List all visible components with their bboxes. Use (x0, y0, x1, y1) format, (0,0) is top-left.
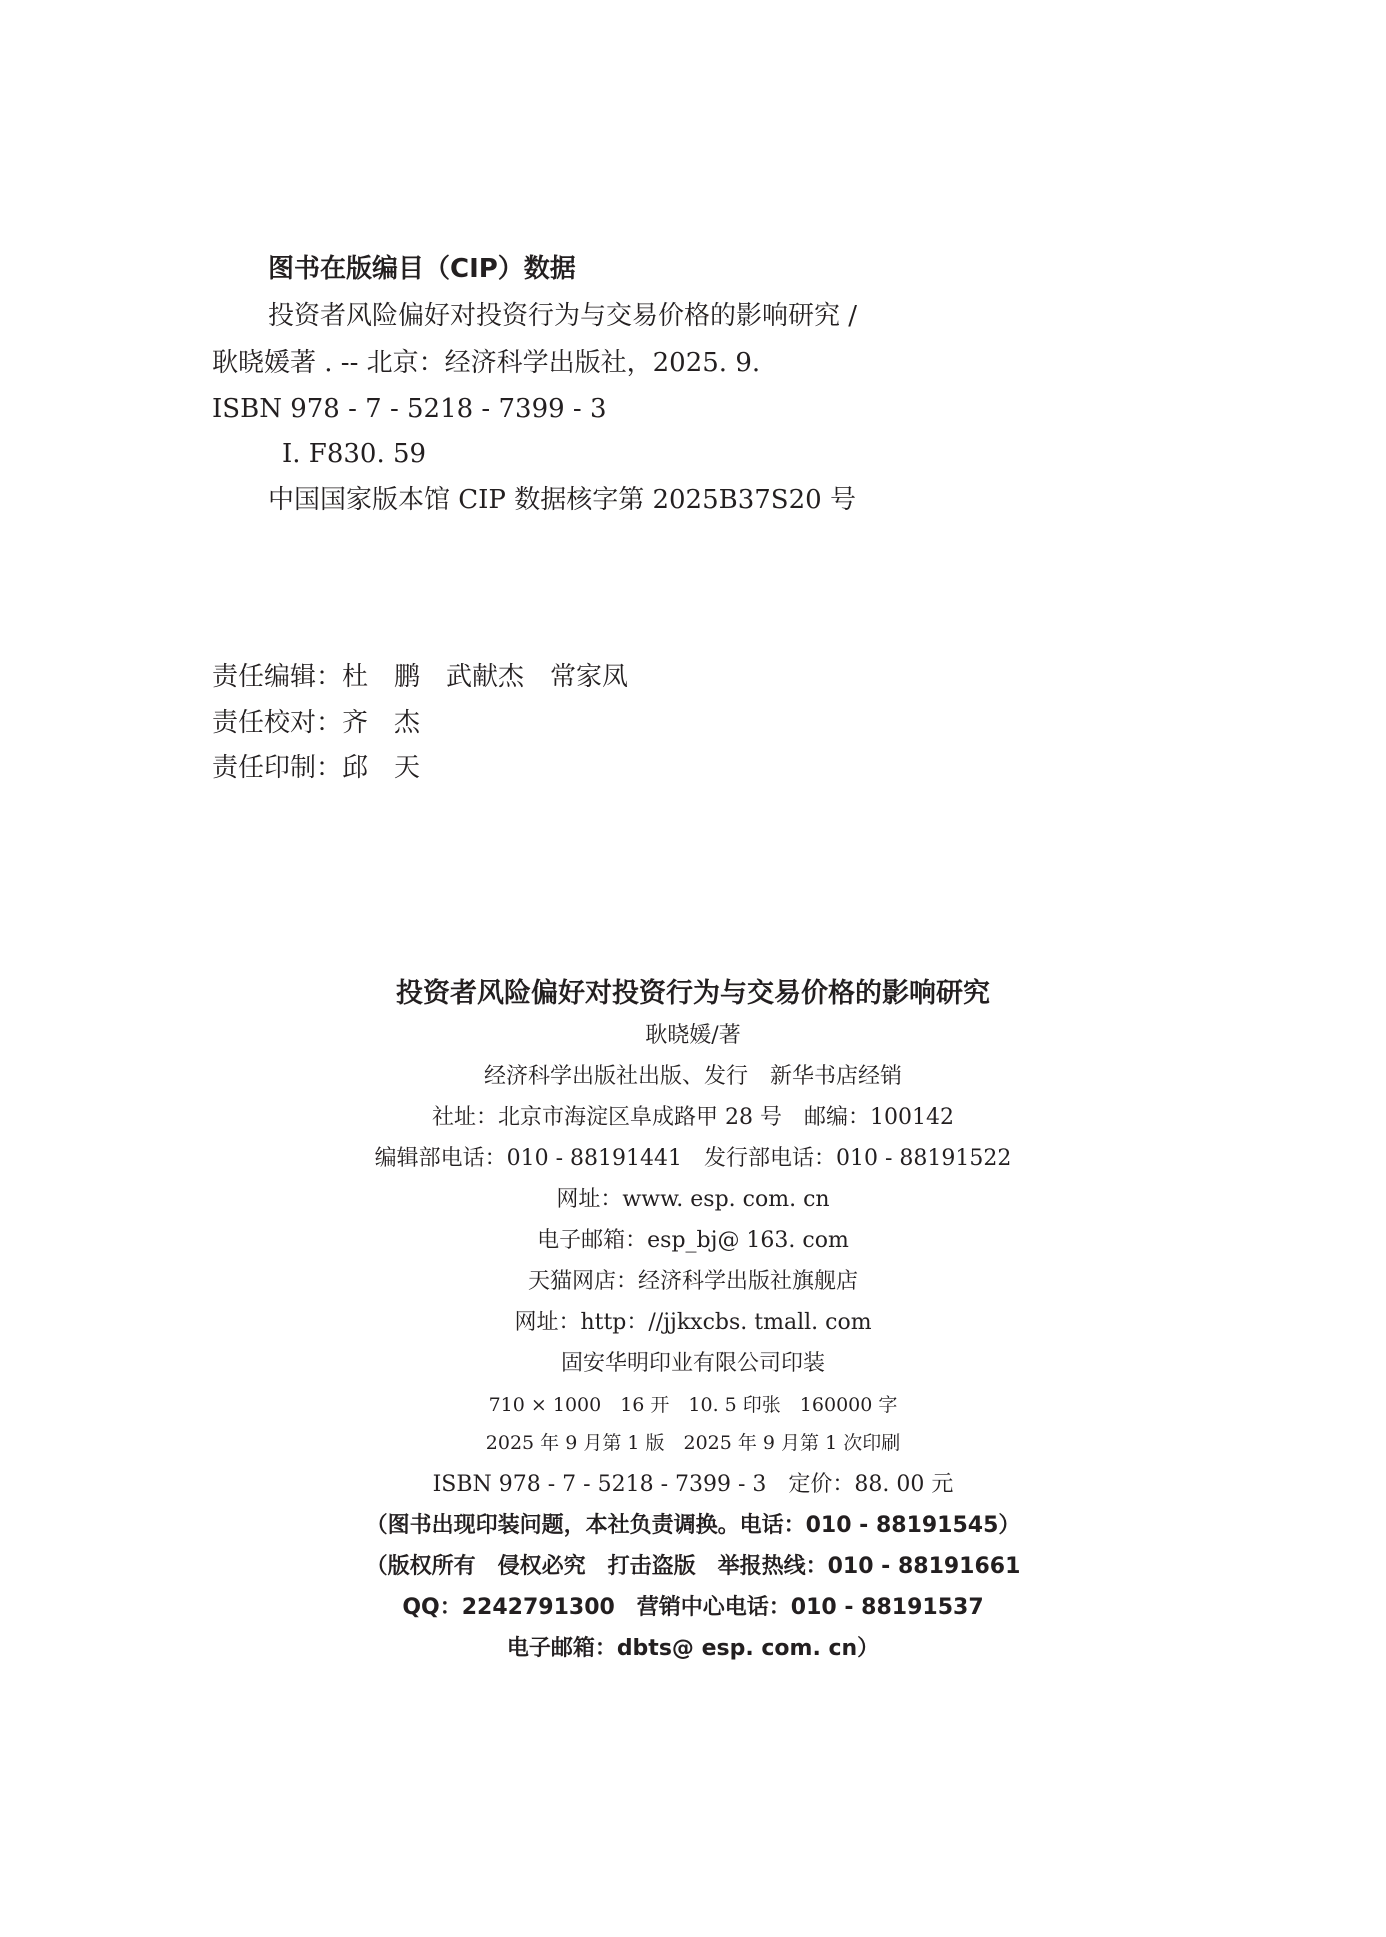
staff-proofreader: 责任校对：齐 杰 (212, 708, 421, 738)
notice-qq: QQ：2242791300 营销中心电话：010 - 88191537 (402, 1595, 984, 1620)
colophon-address: 社址：北京市海淀区阜成路甲 28 号 邮编：100142 (432, 1105, 954, 1130)
colophon-printer: 固安华明印业有限公司印装 (560, 1351, 825, 1376)
cip-isbn-line: ISBN 978 - 7 - 5218 - 7399 - 3 (212, 394, 607, 424)
colophon-tmall-store: 天猫网店：经济科学出版社旗舰店 (527, 1269, 858, 1294)
cip-heading: 图书在版编目（CIP）数据 (268, 254, 576, 284)
colophon-format: 710 × 1000 16 开 10. 5 印张 160000 字 (488, 1394, 898, 1416)
colophon-tmall-url: 网址：http：//jjkxcbs. tmall. com (514, 1310, 872, 1335)
notice-email: 电子邮箱：dbts@ esp. com. cn） (506, 1636, 880, 1661)
notice-quality: （图书出现印装问题，本社负责调换。电话：010 - 88191545） (365, 1513, 1021, 1538)
colophon-author: 耿晓媛/著 (645, 1023, 741, 1048)
cip-author-line: 耿晓媛著 . -- 北京：经济科学出版社，2025. 9. (212, 348, 761, 378)
colophon-isbn-price: ISBN 978 - 7 - 5218 - 7399 - 3 定价：88. 00 元 (432, 1472, 954, 1497)
notice-rights: （版权所有 侵权必究 打击盗版 举报热线：010 - 88191661 (365, 1554, 1021, 1579)
cip-title-line: 投资者风险偏好对投资行为与交易价格的影响研究 / (268, 301, 858, 331)
colophon-phones: 编辑部电话：010 - 88191441 发行部电话：010 - 88191522 (374, 1146, 1012, 1171)
staff-printing: 责任印制：邱 天 (212, 753, 421, 783)
cip-record-line: 中国国家版本馆 CIP 数据核字第 2025B37S20 号 (268, 485, 856, 515)
cip-class-line: Ⅰ. F830. 59 (282, 439, 427, 469)
colophon-edition: 2025 年 9 月第 1 版 2025 年 9 月第 1 次印刷 (485, 1432, 901, 1454)
colophon-website: 网址：www. esp. com. cn (556, 1187, 830, 1212)
colophon-email: 电子邮箱：esp_bj@ 163. com (537, 1228, 849, 1253)
staff-editors: 责任编辑：杜 鹏 武献杰 常家凤 (212, 662, 629, 692)
colophon-title: 投资者风险偏好对投资行为与交易价格的影响研究 (396, 978, 990, 1009)
colophon-publisher: 经济科学出版社出版、发行 新华书店经销 (483, 1064, 902, 1089)
